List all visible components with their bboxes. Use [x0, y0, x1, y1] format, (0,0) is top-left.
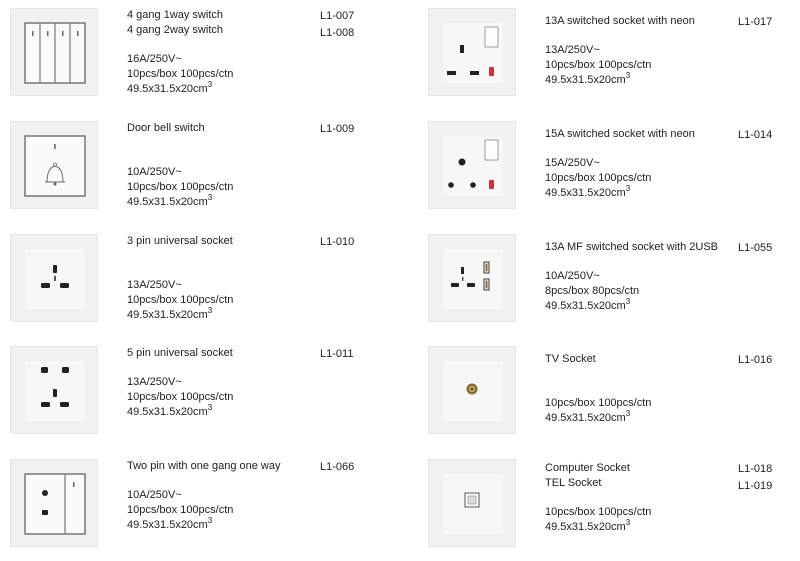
product-title: 13A MF switched socket with 2USB [545, 241, 719, 253]
product-rating: 13A/250V~ [545, 44, 600, 56]
universal-socket-icon [10, 234, 98, 322]
product-item [428, 459, 800, 559]
product-carton-size: $49.5x31.5x20cm^3$ [127, 193, 213, 208]
five-pin-socket-icon [10, 346, 98, 434]
product-item [10, 121, 390, 221]
product-rating: 13A/250V~ [127, 279, 182, 291]
product-title: 4 gang 2way switch [127, 24, 223, 36]
product-title: 15A switched socket with neon [545, 128, 695, 140]
product-carton-size: $49.5x31.5x20cm^3$ [545, 518, 631, 533]
product-packing: 10pcs/box 100pcs/ctn [127, 504, 234, 516]
product-code: L1-007 [320, 10, 355, 22]
product-code: L1-008 [320, 27, 355, 39]
product-item [428, 121, 800, 221]
product-item [10, 8, 390, 108]
product-rating: 15A/250V~ [545, 157, 600, 169]
product-packing: 10pcs/box 100pcs/ctn [127, 294, 234, 306]
tv-socket-icon [428, 346, 516, 434]
product-title: Door bell switch [127, 122, 205, 134]
product-title: Two pin with one gang one way [127, 460, 281, 472]
product-packing: 10pcs/box 100pcs/ctn [127, 68, 234, 80]
product-carton-size: $49.5x31.5x20cm^3$ [545, 71, 631, 86]
product-carton-size: $49.5x31.5x20cm^3$ [127, 306, 213, 321]
product-code: L1-019 [738, 480, 773, 492]
product-code: L1-066 [320, 461, 355, 473]
product-packing: 10pcs/box 100pcs/ctn [127, 181, 234, 193]
product-packing: 10pcs/box 100pcs/ctn [545, 59, 652, 71]
product-carton-size: $49.5x31.5x20cm^3$ [127, 403, 213, 418]
product-code: L1-055 [738, 242, 773, 254]
product-carton-size: $49.5x31.5x20cm^3$ [127, 516, 213, 531]
product-code: L1-018 [738, 463, 773, 475]
product-packing: 10pcs/box 100pcs/ctn [545, 397, 652, 409]
product-title: 13A switched socket with neon [545, 15, 695, 27]
product-code: L1-009 [320, 123, 355, 135]
product-title: TEL Socket [545, 477, 602, 489]
product-title: 4 gang 1way switch [127, 9, 223, 21]
product-carton-size: $49.5x31.5x20cm^3$ [545, 184, 631, 199]
four-gang-switch-icon [10, 8, 98, 96]
usb-socket-icon [428, 234, 516, 322]
product-code: L1-014 [738, 129, 773, 141]
product-packing: 8pcs/box 80pcs/ctn [545, 285, 640, 297]
product-rating: 10A/250V~ [127, 166, 182, 178]
product-item [10, 346, 390, 446]
product-carton-size: $49.5x31.5x20cm^3$ [127, 80, 213, 95]
product-rating: 10A/250V~ [127, 489, 182, 501]
product-title: TV Socket [545, 353, 596, 365]
product-code: L1-010 [320, 236, 355, 248]
product-packing: 10pcs/box 100pcs/ctn [127, 391, 234, 403]
round-pin-switched-socket-icon [428, 121, 516, 209]
product-title: 3 pin universal socket [127, 235, 233, 247]
product-packing: 10pcs/box 100pcs/ctn [545, 172, 652, 184]
product-rating: 16A/250V~ [127, 53, 182, 65]
computer-socket-icon [428, 459, 516, 547]
product-carton-size: $49.5x31.5x20cm^3$ [545, 297, 631, 312]
product-carton-size: $49.5x31.5x20cm^3$ [545, 409, 631, 424]
product-rating: 13A/250V~ [127, 376, 182, 388]
product-title: 5 pin universal socket [127, 347, 233, 359]
door-bell-switch-icon [10, 121, 98, 209]
product-item [10, 234, 390, 334]
product-packing: 10pcs/box 100pcs/ctn [545, 506, 652, 518]
product-item [428, 8, 800, 108]
product-item [10, 459, 390, 559]
product-code: L1-017 [738, 16, 773, 28]
product-title: Computer Socket [545, 462, 630, 474]
product-item [428, 346, 800, 446]
uk-switched-socket-icon [428, 8, 516, 96]
product-item [428, 234, 800, 334]
two-pin-switch-socket-icon [10, 459, 98, 547]
product-code: L1-011 [320, 348, 354, 360]
product-code: L1-016 [738, 354, 773, 366]
product-rating: 10A/250V~ [545, 270, 600, 282]
